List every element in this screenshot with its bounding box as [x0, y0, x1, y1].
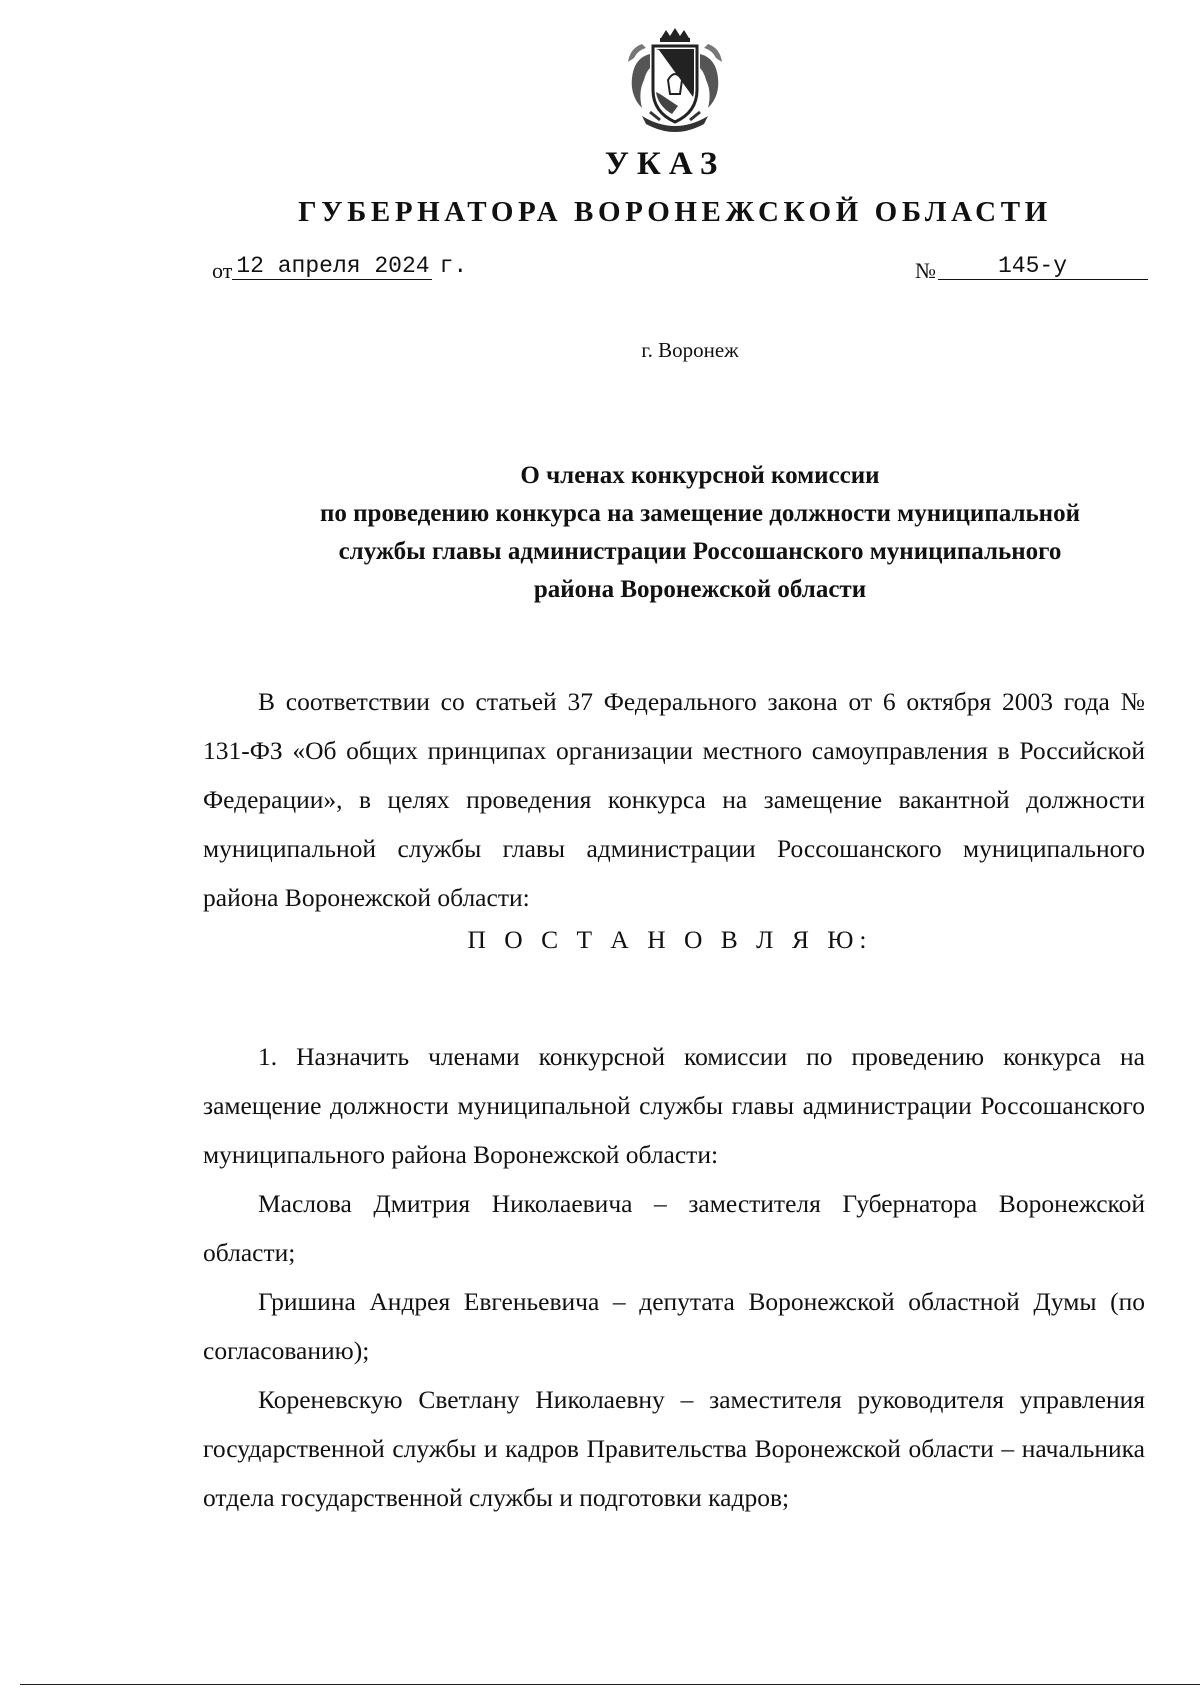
title-line: службы главы администрации Россошанского муниципального [338, 538, 1062, 565]
member-item: Кореневскую Светлану Николаевну – заместителя руководителя управления государственной службы и кадров Правительства Воронежской области – начальника отдела государственной службы и подготовки кадров; [203, 1385, 1145, 1512]
preamble: В соответствии со статьей 37 Федерального закона от 6 октября 2003 года № 131-ФЗ «Об общих принципах организации местного самоуправления в Российской Федерации», в целях проведения конкурса на замещение вакантной должности муниципальной службы главы администрации Россошанского муниципального района Воронежской области: [203, 687, 1145, 912]
number-line [915, 253, 1148, 286]
member-item: Гришина Андрея Евгеньевича – депутата Воронежской областной Думы (по согласованию); [203, 1287, 1145, 1365]
preamble-block [203, 677, 1145, 922]
date-value: 12 апреля 2024 [232, 253, 431, 280]
bottom-rule [20, 1684, 1200, 1685]
clause-block [203, 1032, 1145, 1522]
date-suffix: г. [439, 253, 468, 279]
title-line: района Воронежской области [533, 576, 867, 603]
title-line: О членах конкурсной комиссии [520, 462, 880, 489]
document-number: 145-у [938, 253, 1148, 280]
decree-word: П О С Т А Н О В Л Я Ю: [467, 925, 873, 954]
issuer-title: ГУБЕРНАТОРА ВОРОНЕЖСКОЙ ОБЛАСТИ [298, 196, 1052, 228]
document-type: УКАЗ [604, 146, 726, 182]
member-item: Маслова Дмитрия Николаевича – заместителя Губернатора Воронежской области; [203, 1189, 1145, 1267]
number-prefix: № [915, 258, 936, 283]
title-line: по проведению конкурса на замещение должности муниципальной [319, 500, 1080, 527]
date-line [212, 253, 468, 287]
document-title [200, 457, 1200, 609]
coat-of-arms-icon [620, 28, 730, 138]
clause-1: 1. Назначить членами конкурсной комиссии по проведению конкурса на замещение должности муниципальной службы главы администрации Россошанского муниципального района Воронежской области: [203, 1042, 1145, 1169]
date-prefix: от [212, 258, 233, 283]
city: г. Воронеж [641, 338, 739, 362]
